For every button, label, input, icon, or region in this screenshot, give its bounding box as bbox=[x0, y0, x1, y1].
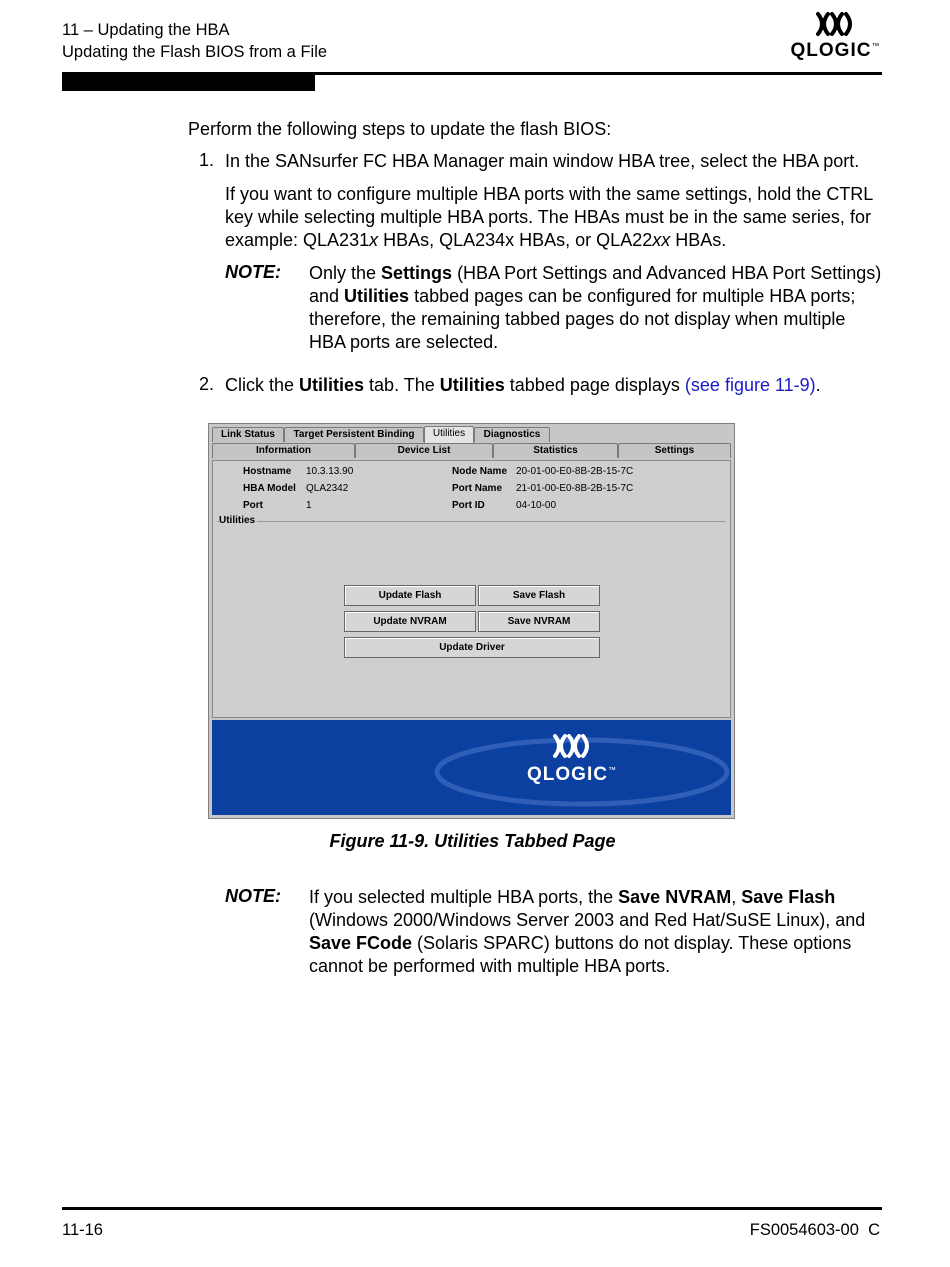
qlogic-mark-icon bbox=[551, 732, 593, 760]
utilities-group-border bbox=[217, 521, 726, 522]
node-name-value: 20-01-00-E0-8B-2B-15-7C bbox=[516, 466, 634, 477]
utilities-screenshot bbox=[208, 423, 735, 819]
update-flash-button[interactable]: Update Flash bbox=[344, 585, 476, 606]
utilities-panel bbox=[212, 460, 731, 718]
hba-model-value: QLA2342 bbox=[306, 483, 349, 494]
update-nvram-button[interactable]: Update NVRAM bbox=[344, 611, 476, 632]
figure-caption: Figure 11-9. Utilities Tabbed Page bbox=[329, 831, 616, 851]
step-2-text: Click the Utilities tab. The Utilities tabbed page displays (see figure 11-9). bbox=[225, 375, 821, 395]
tab-device-list[interactable]: Device List bbox=[355, 443, 493, 458]
chapter-title: 11 – Updating the HBA bbox=[62, 21, 230, 39]
port-name-value: 21-01-00-E0-8B-2B-15-7C bbox=[516, 483, 634, 494]
step-1-detail: If you want to configure multiple HBA ports with the same settings, hold the CTRL key while selecting multiple HBA ports. The HBAs must be in the same series, for example: QLA231x HBAs, QLA234x HBAs, or QLA22xx HBAs. bbox=[225, 184, 873, 250]
banner-logo-text: QLOGIC bbox=[527, 764, 608, 785]
brand-banner bbox=[212, 720, 731, 815]
step-1-text: In the SANsurfer FC HBA Manager main window HBA tree, select the HBA port. bbox=[225, 151, 860, 171]
tab-information[interactable]: Information bbox=[212, 443, 355, 458]
save-nvram-button[interactable]: Save NVRAM bbox=[478, 611, 600, 632]
port-value: 1 bbox=[306, 500, 312, 511]
page-number: 11-16 bbox=[62, 1221, 103, 1239]
note-1-label: NOTE: bbox=[225, 262, 281, 282]
port-id-label: Port ID bbox=[452, 500, 485, 511]
note-2-text: If you selected multiple HBA ports, the Save NVRAM, Save Flash (Windows 2000/Windows Server 2003 and Red Hat/SuSE Linux), and Save FCode (Solaris SPARC) buttons do not display. These options cannot be performed with multiple HBA ports. bbox=[309, 887, 866, 976]
note-1-text: Only the Settings (HBA Port Settings and Advanced HBA Port Settings) and Utilities tabbed pages can be configured for multiple HBA ports; therefore, the remaining tabbed pages do not display when multiple HBA ports are selected. bbox=[309, 263, 882, 352]
logo-trademark: ™ bbox=[871, 41, 880, 51]
document-id: FS0054603-00 C bbox=[749, 1221, 880, 1239]
port-id-value: 04-10-00 bbox=[516, 500, 557, 511]
hostname-value: 10.3.13.90 bbox=[306, 466, 354, 477]
note-2-label: NOTE: bbox=[225, 886, 281, 906]
section-title: Updating the Flash BIOS from a File bbox=[62, 43, 328, 61]
qlogic-logo bbox=[790, 10, 880, 62]
banner-swoosh bbox=[212, 720, 731, 815]
tab-target-persistent-binding[interactable]: Target Persistent Binding bbox=[284, 427, 424, 442]
qlogic-mark-icon bbox=[814, 10, 856, 38]
footer-rule bbox=[62, 1207, 882, 1210]
port-name-label: Port Name bbox=[452, 483, 503, 494]
tab-row-1 bbox=[212, 427, 731, 443]
utilities-group-label: Utilities bbox=[219, 515, 256, 526]
hostname-label: Hostname bbox=[243, 466, 292, 477]
logo-text: QLOGIC bbox=[790, 40, 872, 61]
tab-diagnostics[interactable]: Diagnostics bbox=[474, 427, 550, 442]
save-flash-button[interactable]: Save Flash bbox=[478, 585, 600, 606]
tab-row-2 bbox=[212, 443, 731, 459]
banner-trademark: ™ bbox=[607, 765, 617, 775]
intro-text: Perform the following steps to update the flash BIOS: bbox=[188, 119, 612, 139]
header-bar bbox=[62, 75, 315, 91]
hba-model-label: HBA Model bbox=[243, 483, 296, 494]
update-driver-button[interactable]: Update Driver bbox=[344, 637, 600, 658]
step-2-number: 2. bbox=[199, 374, 215, 394]
tab-utilities[interactable]: Utilities bbox=[424, 426, 474, 443]
node-name-label: Node Name bbox=[452, 466, 508, 477]
tab-link-status[interactable]: Link Status bbox=[212, 427, 284, 442]
tab-settings[interactable]: Settings bbox=[618, 443, 731, 458]
step-1-number: 1. bbox=[199, 150, 215, 170]
banner-logo bbox=[512, 732, 632, 786]
figure-link[interactable]: (see figure 11-9) bbox=[684, 375, 816, 395]
tab-statistics[interactable]: Statistics bbox=[493, 443, 618, 458]
port-label: Port bbox=[243, 500, 263, 511]
